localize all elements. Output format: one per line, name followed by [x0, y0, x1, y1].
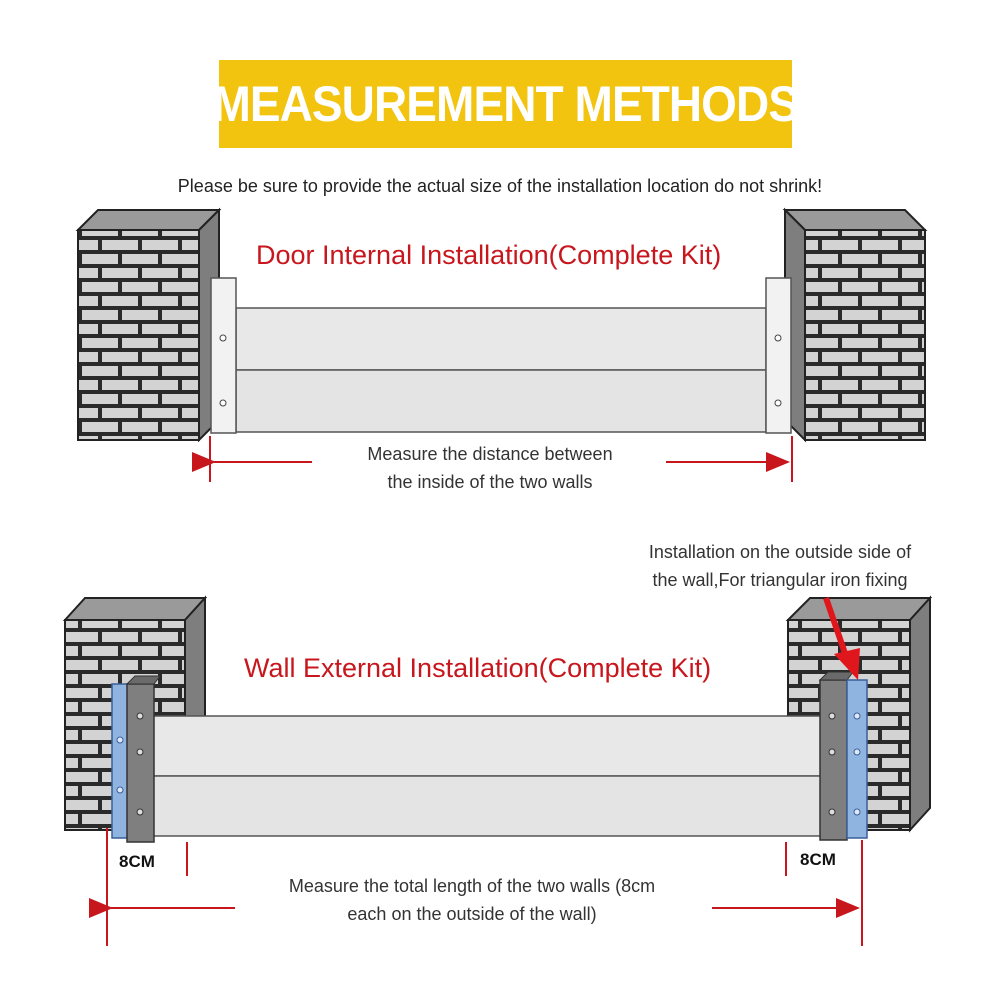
notice-text: Please be sure to provide the actual size of the installation location do not shrink! [177, 176, 823, 196]
section2-measure-line1: Measure the total length of the two walls (8cm [288, 876, 656, 896]
section2-measure-note [232, 872, 712, 928]
banner-title: MEASUREMENT METHODS [212, 76, 799, 132]
section1-measure-note [300, 440, 680, 496]
left-offset-label: 8CM [119, 852, 155, 871]
section2-install-note [600, 538, 960, 594]
section2-measure-line2: each on the outside of the wall) [347, 904, 597, 924]
left-wall-1 [78, 210, 219, 440]
left-bracket-1 [211, 278, 236, 433]
section2-note-line2: the wall,For triangular iron fixing [652, 570, 908, 590]
left-triangular-iron-2 [112, 676, 160, 842]
right-wall-1 [785, 210, 925, 440]
section1-title: Door Internal Installation(Complete Kit) [256, 240, 722, 270]
right-offset-label: 8CM [800, 850, 836, 869]
section2-note-line1: Installation on the outside side of [648, 542, 912, 562]
flood-barrier-panels-1 [236, 308, 766, 432]
right-bracket-1 [766, 278, 791, 433]
section2-title: Wall External Installation(Complete Kit) [244, 653, 712, 683]
flood-barrier-panels-2 [150, 716, 822, 836]
section1-measure-line2: the inside of the two walls [387, 472, 593, 492]
right-triangular-iron-2 [820, 672, 867, 840]
section1-measure-line1: Measure the distance between [367, 444, 613, 464]
